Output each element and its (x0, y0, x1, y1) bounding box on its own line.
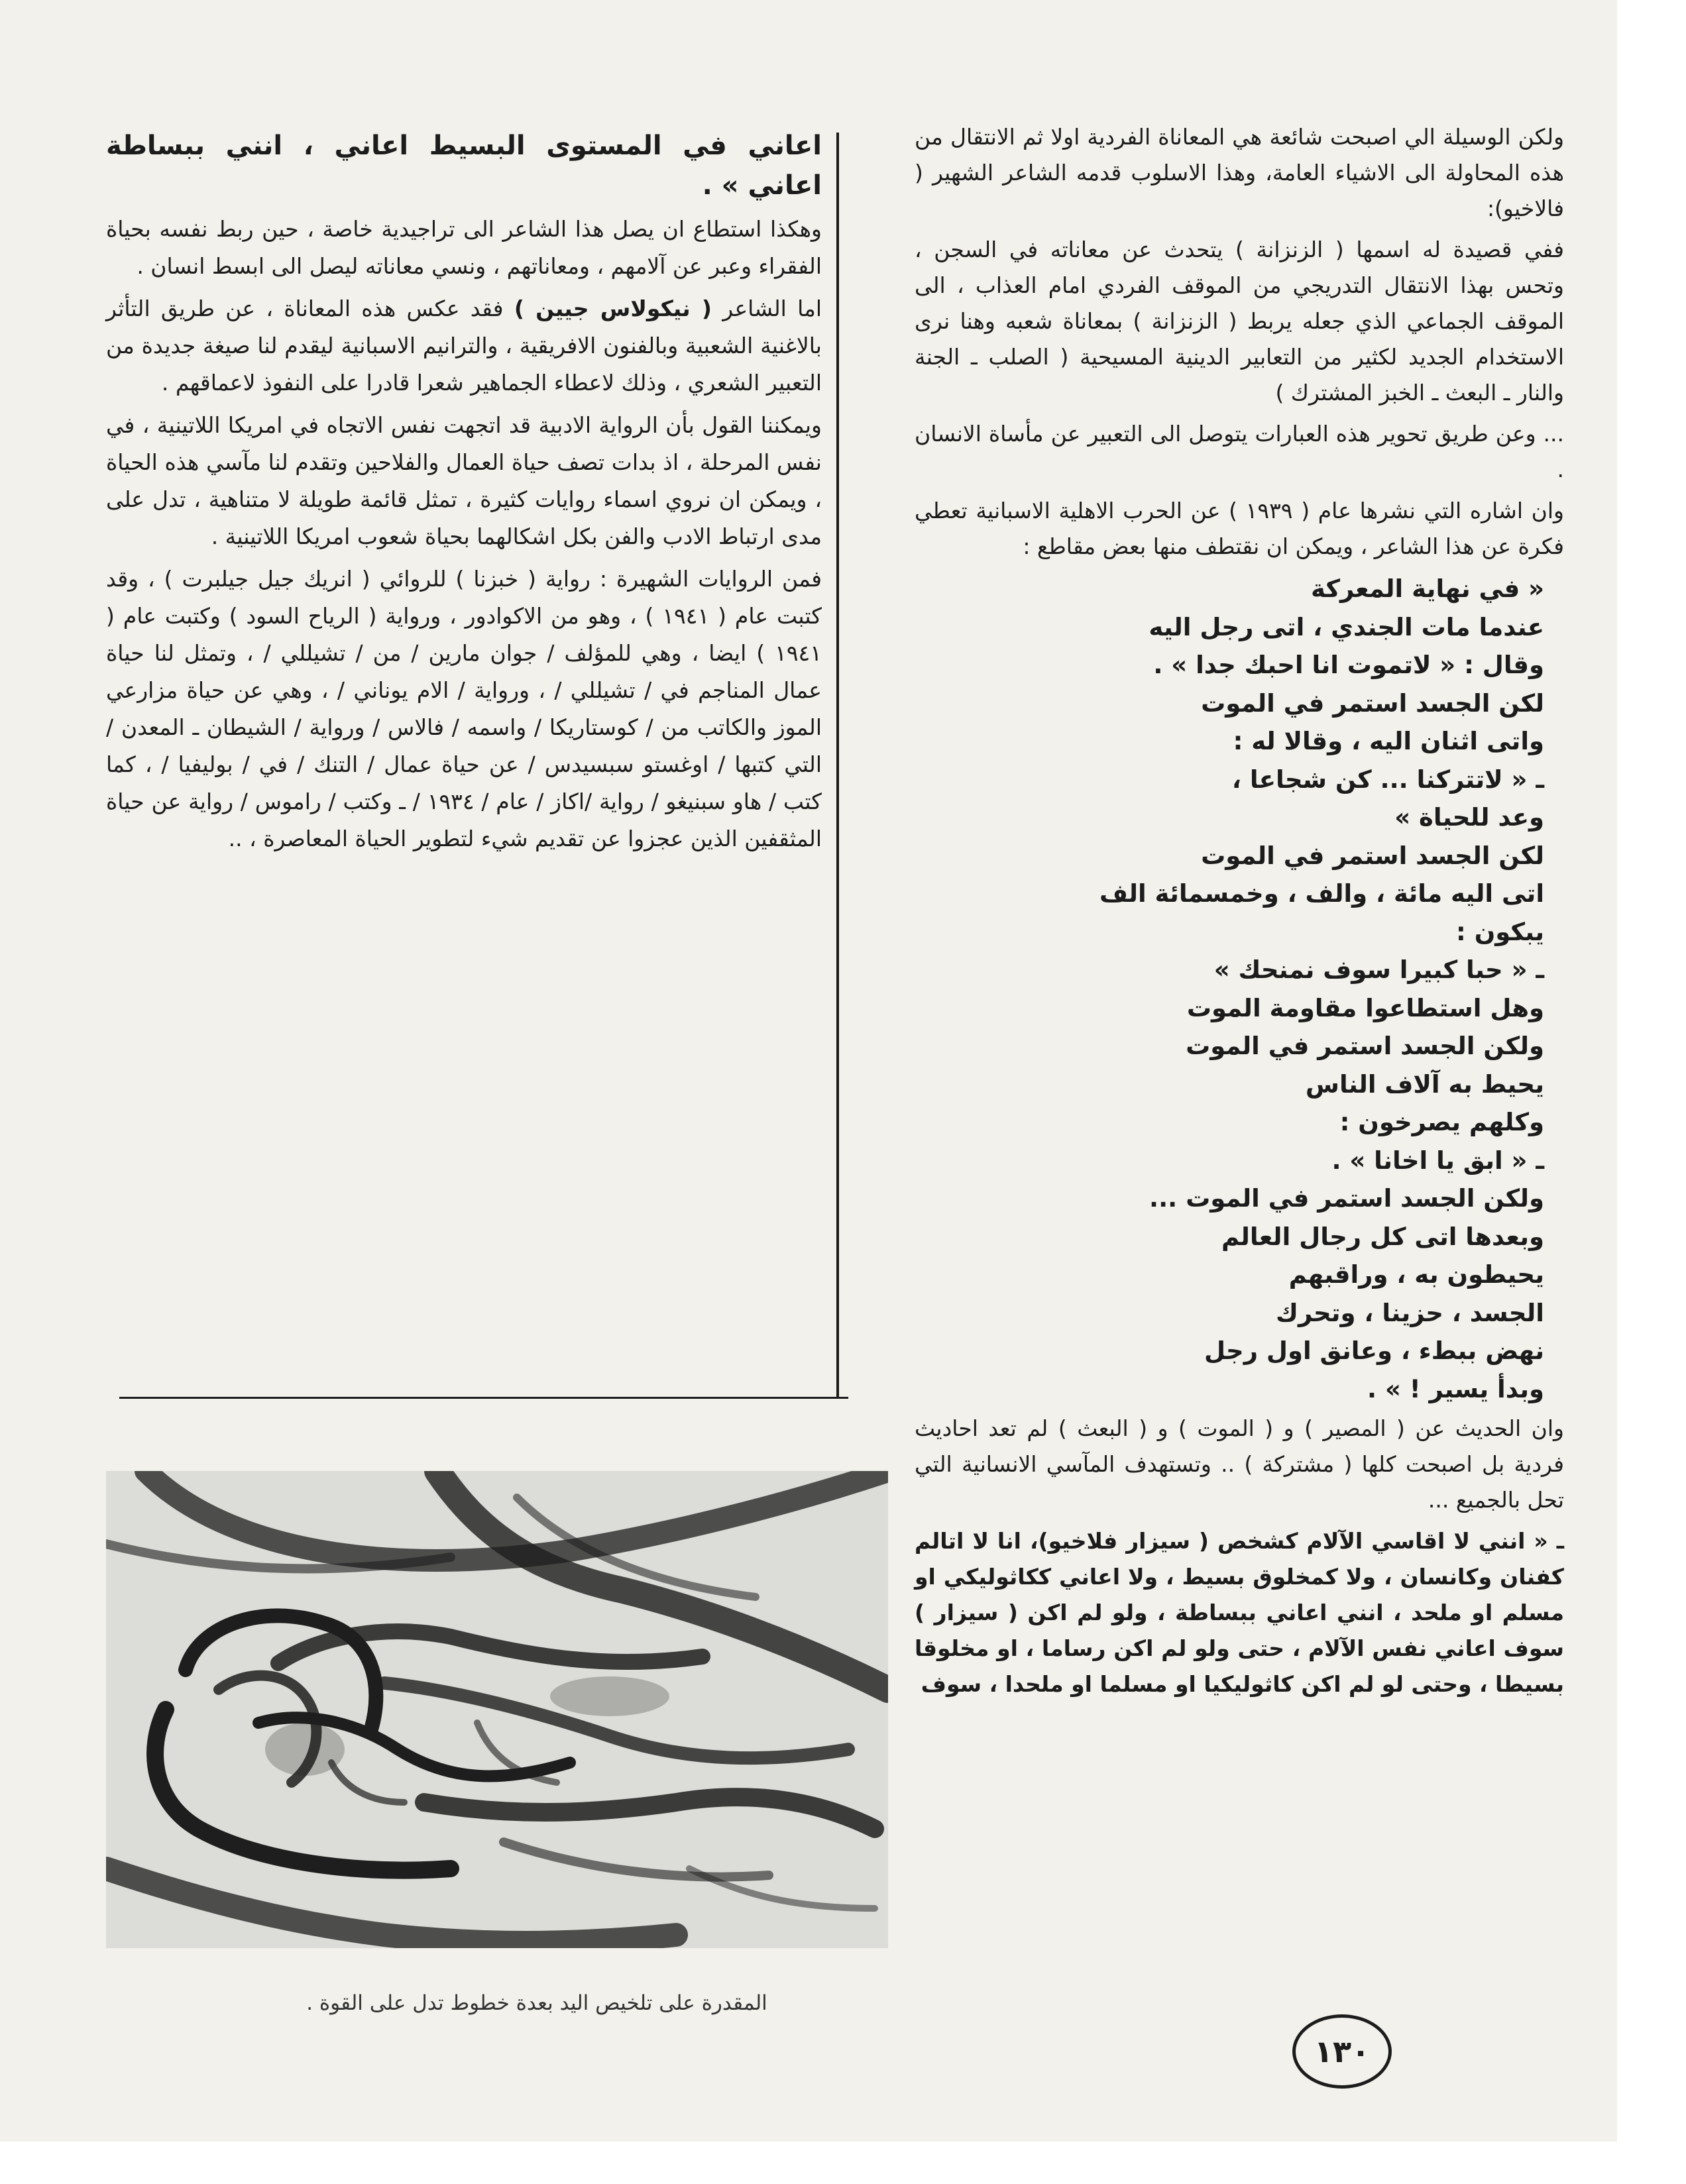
poem-line: الجسد ، حزينا ، وتحرك (1276, 1298, 1544, 1327)
poem (915, 570, 1564, 1408)
paragraph: ولكن الوسيلة الي اصبحت شائعة هي المعاناة الفردية اولا ثم الانتقال من هذه المحاولة الى الاشياء العامة، وهذا الاسلوب قدمه الشاعر الشهير ( فالاخيو): (915, 124, 1564, 221)
poem-line: ولكن الجسد استمر في الموت ... (1149, 1184, 1544, 1213)
left-column (106, 126, 822, 863)
poem-line: يبكون : (1456, 917, 1544, 946)
poem-line: لكن الجسد استمر في الموت (1201, 688, 1544, 718)
text-span: فقد عكس هذه المعاناة ، عن طريق التأثر بالاغنية الشعبية وبالفنون الافريقية ، والترانيم الاسبانية ليقدم لنا صيغة جديدة من التعبير الشعري ، وذلك لاعطاء الجماهير شعرا قادرا على النفوذ لاعماقهم . (106, 296, 822, 396)
paragraph: اعاني في المستوى البسيط اعاني ، انني ببساطة اعاني » . (106, 131, 822, 201)
poem-line: واتى اثنان اليه ، وقالا له : (1233, 727, 1544, 755)
right-column (915, 119, 1564, 1708)
paragraph: وهكذا استطاع ان يصل هذا الشاعر الى تراجيدية خاصة ، حين ربط نفسه بحياة الفقراء وعبر عن آلامهم ، ومعاناتهم ، ونسي معاناته ليصل الى ابسط انسان . (106, 216, 822, 279)
poem-line: وعد للحياة » (1394, 803, 1544, 832)
box-bottom-rule (119, 1397, 848, 1399)
paragraph: وان اشاره التي نشرها عام ( ١٩٣٩ ) عن الحرب الاهلية الاسبانية تعطي فكرة عن هذا الشاعر ، ويمكن ان نقتطف منها بعض مقاطع : (915, 498, 1564, 559)
poem-line: نهض ببطء ، وعانق اول رجل (1204, 1337, 1544, 1365)
poem-line: ـ « ابق يا اخانا » . (1331, 1146, 1544, 1175)
hand-drawing-svg (106, 1471, 888, 1948)
quote-paragraph: ـ « انني لا اقاسي الآلام كشخص ( سيزار فلاخيو)، انا لا اتالم كفنان وكانسان ، ولا كمخلوق بسيط ، ولا اعاني ككاثوليكي او مسلم او ملحد ، انني اعاني ببساطة ، ولو لم اكن ( سيزار ) سوف اعاني نفس الآلام ، حتى ولو لم اكن رساما ، او مخلوقا بسيطا ، وحتى لو لم اكن كاثوليكيا او مسلما او ملحدا ، سوف (915, 1528, 1564, 1697)
poet-name: ( نيكولاس جيين ) (514, 296, 712, 321)
poem-line: يحيطون به ، وراقبهم (1288, 1260, 1544, 1289)
paragraph: ففي قصيدة له اسمها ( الزنزانة ) يتحدث عن معاناته في السجن ، وتحس بهذا الانتقال التدريجي من الموقف الفردي امام العذاب ، الى الموقف الجماعي الذي جعله يربط ( الزنزانة ) بمعاناة شعبه وهنا نرى الاستخدام الجديد لكثير من التعابير الدينية المسيحية ( الصلب ـ الجنة والنار ـ البعث ـ الخبز المشترك ) (915, 237, 1564, 406)
paragraph: وان الحديث عن ( المصير ) و ( الموت ) و ( البعث ) لم تعد احاديث فردية بل اصبحت كلها ( مشتركة ) .. وتستهدف المآسي الانسانية التي تحل بالجميع ... (915, 1415, 1564, 1513)
image-caption: المقدرة على تلخيص اليد بعدة خطوط تدل على القوة . (306, 1991, 767, 2015)
paragraph: ... وعن طريق تحوير هذه العبارات يتوصل الى التعبير عن مأساة الانسان . (915, 421, 1564, 482)
poem-line: وهل استطاعوا مقاومة الموت (1186, 993, 1544, 1022)
paragraph (106, 290, 822, 402)
text-span: اما الشاعر (722, 296, 822, 321)
page-number: ١٣٠ (1292, 2014, 1392, 2089)
poem-line: ـ « لاتتركنا ... كن شجاعا ، (1231, 765, 1544, 794)
poem-line: عندما مات الجندي ، اتى رجل اليه (1149, 612, 1544, 641)
poem-line: لكن الجسد استمر في الموت (1201, 841, 1544, 870)
poem-line: ـ « حبا كبيرا سوف نمنحك » (1213, 956, 1544, 984)
paragraph: فمن الروايات الشهيرة : رواية ( خبزنا ) للروائي ( انريك جيل جيلبرت ) ، وقد كتبت عام ( ١٩٤١ ) ، وهو من الاكوادور ، ورواية ( الرياح السود ) وكتبت عام ( ١٩٤١ ) ايضا ، وهي للمؤلف / جوان مارين / من / تشيللي / ، وتمثل لنا حياة عمال المناجم في / تشيللي / ، ورواية / الام يوناني / ، وهي عن حياة مزارعي الموز والكاتب من / كوستاريكا / واسمه / فالاس / ورواية / الشيطان ـ المعدن / التي كتبها / اوغستو سبسيدس / عن حياة عمال / التنك / في / بوليفيا / ، كما كتب / هاو سبنيغو / رواية /اكاز / عام / ١٩٣٤ / ـ وكتب / راموس / رواية عن حياة المثقفين الذين عجزوا عن تقديم شيء لتطوير الحياة المعاصرة ، .. (106, 566, 822, 851)
column-divider (836, 133, 839, 1398)
paragraph: ويمكننا القول بأن الرواية الادبية قد اتجهت نفس الاتجاه في امريكا اللاتينية ، في نفس المرحلة ، اذ بدات تصف حياة العمال والفلاحين وتقدم لنا مآسي هذه الحياة ، ويمكن ان نروي اسماء روايات كثيرة ، تمثل قائمة طويلة لا متناهية ، تدل على مدى ارتباط الادب والفن بكل اشكالهما بحياة شعوب امريكا اللاتينية . (106, 412, 822, 549)
poem-line: وبعدها اتى كل رجال العالم (1221, 1222, 1544, 1251)
poem-line: ولكن الجسد استمر في الموت (1186, 1032, 1544, 1060)
poem-line: اتى اليه مائة ، والف ، وخمسمائة الف (1099, 879, 1544, 908)
hand-drawing-image (106, 1471, 888, 1948)
poem-line: وقال : « لاتموت انا احبك جدا » . (1153, 651, 1544, 679)
poem-line: « في نهاية المعركة (1311, 574, 1544, 603)
poem-line: وبدأ يسير ! » . (1367, 1374, 1544, 1403)
poem-line: يحيط به آلاف الناس (1305, 1069, 1544, 1099)
poem-line: وكلهم يصرخون : (1339, 1108, 1544, 1136)
